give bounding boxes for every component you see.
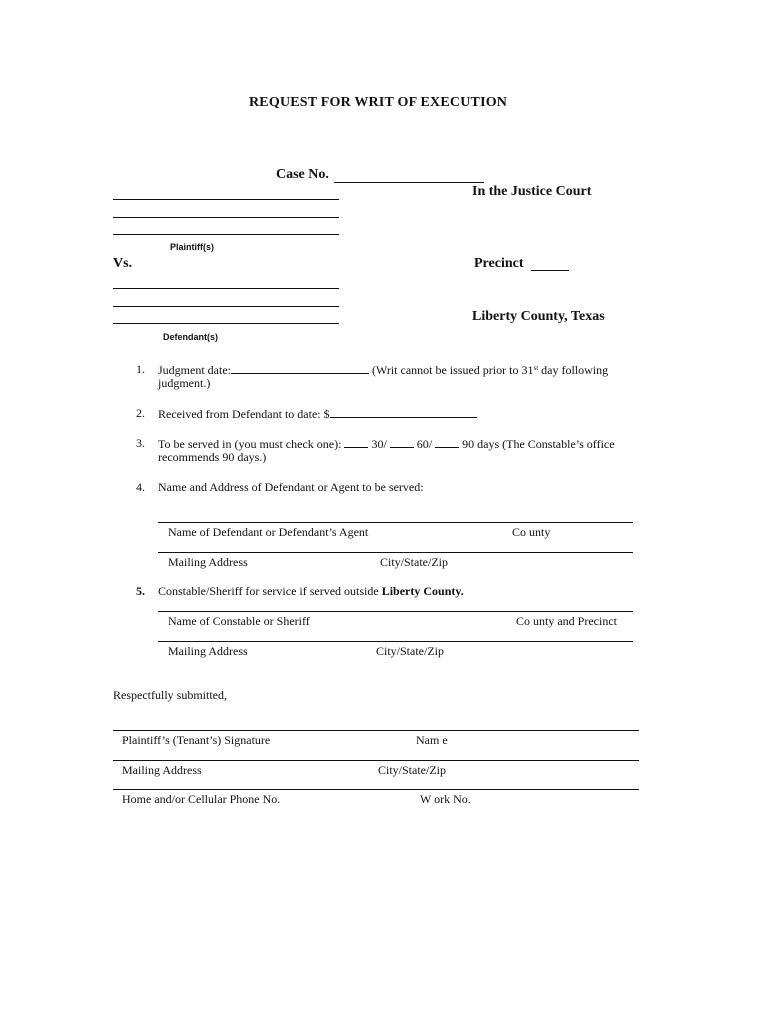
item-1-number: 1.	[136, 362, 145, 376]
constable-mailing-caption: Mailing Address	[168, 644, 248, 658]
constable-address-line[interactable]	[158, 641, 633, 642]
defendant-city-caption: City/State/Zip	[380, 555, 448, 569]
plaintiff-line-2[interactable]	[113, 217, 339, 218]
county-heading: Liberty County, Texas	[472, 309, 605, 324]
phone-line[interactable]	[113, 789, 639, 790]
signature-line[interactable]	[113, 730, 639, 731]
defendant-name-line[interactable]	[158, 522, 633, 523]
option-60-checkbox[interactable]	[390, 436, 414, 448]
respectfully-submitted: Respectfully submitted,	[113, 688, 227, 702]
received-label: Received from Defendant to date: $	[158, 407, 330, 421]
constable-city-caption: City/State/Zip	[376, 644, 444, 658]
item-5: Constable/Sheriff for service if served outside Liberty County.	[158, 584, 464, 598]
plaintiff-city-caption: City/State/Zip	[378, 763, 446, 777]
option-90-checkbox[interactable]	[435, 436, 459, 448]
judgment-date-field[interactable]	[231, 362, 369, 374]
constable-county-caption: Co unty and Precinct	[516, 614, 617, 628]
item-5-number: 5.	[136, 584, 145, 598]
signature-caption: Plaintiff’s (Tenant’s) Signature	[122, 733, 271, 747]
defendant-line-2[interactable]	[113, 306, 339, 307]
item-3-line-2: recommends 90 days.)	[158, 450, 267, 464]
item-1-line-2: judgment.)	[158, 376, 211, 390]
plaintiff-line-1[interactable]	[113, 199, 339, 200]
plaintiff-label: Plaintiff(s)	[170, 242, 214, 252]
defendant-line-3[interactable]	[113, 323, 339, 324]
phone-caption: Home and/or Cellular Phone No.	[122, 792, 281, 806]
defendant-mailing-caption: Mailing Address	[168, 555, 248, 569]
item-3-number: 3.	[136, 436, 145, 450]
defendant-line-1[interactable]	[113, 288, 339, 289]
document-title: REQUEST FOR WRIT OF EXECUTION	[249, 95, 508, 110]
plaintiff-line-3[interactable]	[113, 234, 339, 235]
name-caption: Nam e	[416, 733, 448, 747]
defendant-county-caption: Co unty	[512, 525, 551, 539]
constable-name-line[interactable]	[158, 611, 633, 612]
plaintiff-address-line[interactable]	[113, 760, 639, 761]
writ-note: (Writ cannot be issued prior to 31st day following	[371, 363, 609, 377]
defendant-address-line[interactable]	[158, 552, 633, 553]
constable-name-caption: Name of Constable or Sheriff	[168, 614, 310, 628]
item-4-number: 4.	[136, 480, 145, 494]
item-2	[158, 406, 477, 422]
plaintiff-mailing-caption: Mailing Address	[122, 763, 202, 777]
item-1	[158, 362, 608, 378]
item-2-number: 2.	[136, 406, 145, 420]
received-amount-field[interactable]	[330, 406, 477, 418]
work-phone-caption: W ork No.	[420, 792, 471, 806]
option-30-checkbox[interactable]	[344, 436, 368, 448]
precinct-label: Precinct	[474, 256, 524, 271]
court-heading: In the Justice Court	[472, 184, 592, 199]
case-no-label: Case No.	[276, 167, 329, 182]
defendant-label: Defendant(s)	[163, 332, 219, 342]
precinct-field[interactable]	[531, 270, 569, 271]
defendant-name-caption: Name of Defendant or Defendant’s Agent	[168, 525, 369, 539]
item-3: To be served in (you must check one): 30/ 60/ 90 days (The Constable’s office	[158, 437, 615, 451]
case-no-field[interactable]	[334, 182, 484, 183]
judgment-date-label: Judgment date:	[158, 363, 231, 377]
item-4-label: Name and Address of Defendant or Agent to be served:	[158, 480, 424, 494]
versus-label: Vs.	[113, 256, 133, 271]
